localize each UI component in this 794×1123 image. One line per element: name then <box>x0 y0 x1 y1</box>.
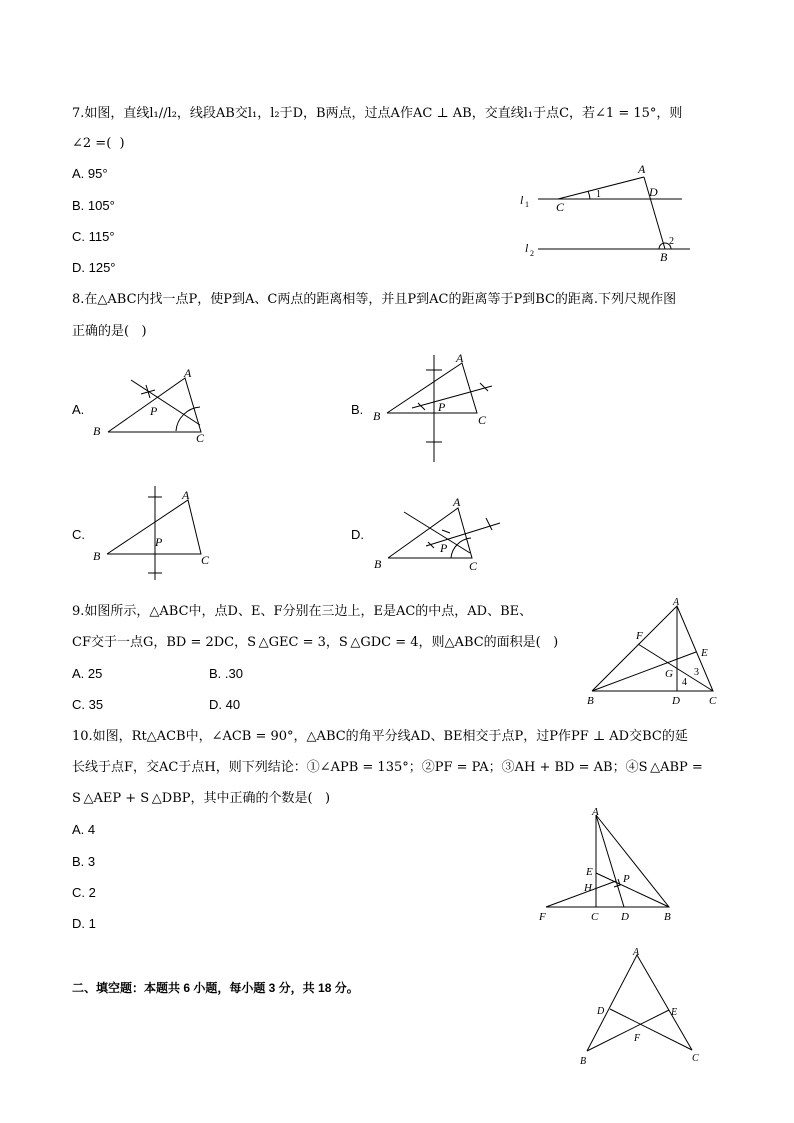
q8b-angle-bisector <box>412 386 492 408</box>
q8d-label-A: A <box>453 495 461 509</box>
q9-stem-line1: 9.如图所示，△ABC中，点D、E、F分别在三边上，E是AC的中点，AD、BE、 <box>72 604 533 619</box>
q8c-label-B: B <box>93 549 101 563</box>
q7-stem-line1: 7.如图，直线l₁//l₂，线段AB交l₁，l₂于D，B两点，过点A作AC ⊥ AB，交直线l₁于点C，若∠1 = 15°，则 <box>72 106 683 121</box>
q9-stem-line2: CF交于一点G，BD = 2DC，S △GEC = 3，S △GDC = 4，则△ABC的面积是( ) <box>72 635 559 650</box>
q11-label-B: B <box>580 1056 587 1067</box>
q8c-label-P: P <box>155 535 163 549</box>
q10-label-H: H <box>584 882 592 894</box>
q7-label-l2: l <box>525 241 529 255</box>
q8d-mark-1 <box>442 530 450 533</box>
q10-option-a[interactable]: A. 4 <box>72 822 96 837</box>
q8-figure-b[interactable] <box>368 350 498 465</box>
q9-label-D: D <box>672 695 680 707</box>
q8b-label-B: B <box>373 409 381 423</box>
q9-label-C: C <box>709 695 717 707</box>
q10-option-d[interactable]: D. 1 <box>72 916 96 931</box>
q8a-label-P: P <box>150 404 158 418</box>
q8d-arc <box>451 538 471 558</box>
q7-label-1: 1 <box>596 189 601 200</box>
q8b-label-A: A <box>456 351 464 365</box>
q9-option-a[interactable]: A. 25 <box>72 666 103 681</box>
q7-label-A: A <box>638 162 646 176</box>
q8-figure-a[interactable] <box>88 365 218 445</box>
q7-angle-1-arc <box>588 191 590 199</box>
q7-label-B: B <box>660 250 668 264</box>
q8a-label-C: C <box>196 431 205 445</box>
q9-label-4: 4 <box>682 677 687 688</box>
section-2-heading: 二、填空题：本题共 6 小题，每小题 3 分，共 18 分。 <box>72 981 359 995</box>
q9-label-A: A <box>673 597 680 608</box>
q7-option-d[interactable]: D. 125° <box>72 260 116 275</box>
q9-label-G: G <box>665 668 673 680</box>
q7-label-D: D <box>649 185 658 199</box>
q7-segment-ac <box>558 177 644 199</box>
q10-stem-line3: S △AEP + S △DBP，其中正确的个数是( ) <box>72 791 331 806</box>
q8d-label-P: P <box>440 541 448 555</box>
q8a-label-A: A <box>184 366 192 380</box>
q8d-mark-3 <box>486 518 492 530</box>
q11-label-C: C <box>692 1053 699 1064</box>
q9-option-d[interactable]: D. 40 <box>209 697 241 712</box>
q9-segment-be <box>592 652 696 691</box>
q9-option-b[interactable]: B. .30 <box>209 666 243 681</box>
q8c-triangle <box>107 500 201 554</box>
q11-label-A: A <box>633 947 640 958</box>
q8c-label-A: A <box>182 488 190 502</box>
q10-label-B: B <box>664 911 671 923</box>
q7-label-l1-sub: 1 <box>525 200 529 209</box>
q8a-label-B: B <box>93 424 101 438</box>
q10-segment-pf <box>546 881 616 907</box>
q8-option-c[interactable]: C. <box>72 527 85 542</box>
q9-label-F: F <box>636 630 643 642</box>
q7-label-l1: l <box>520 193 524 207</box>
q10-stem-line1: 10.如图，Rt△ACB中，∠ACB = 90°，△ABC的角平分线AD、BE相交于点P，过P作PF ⊥ AD交BC的延 <box>72 729 688 744</box>
q11-figure <box>572 942 712 1070</box>
q7-figure <box>510 160 700 268</box>
q11-label-E: E <box>671 1007 678 1018</box>
q8-figure-d[interactable] <box>368 490 503 575</box>
q10-option-b[interactable]: B. 3 <box>72 854 96 869</box>
q8d-label-B: B <box>374 557 382 571</box>
q8-option-a[interactable]: A. <box>72 402 85 417</box>
q9-label-B: B <box>587 695 594 707</box>
q7-option-a[interactable]: A. 95° <box>72 166 108 181</box>
q10-label-F: F <box>539 911 546 923</box>
q9-option-c[interactable]: C. 35 <box>72 697 104 712</box>
q11-label-D: D <box>597 1006 605 1017</box>
q10-option-c[interactable]: C. 2 <box>72 885 96 900</box>
q8-figure-c[interactable] <box>88 480 218 585</box>
q8b-label-C: C <box>478 413 487 427</box>
q8b-label-P: P <box>438 400 446 414</box>
q7-label-C: C <box>556 200 565 214</box>
q7-option-b[interactable]: B. 105° <box>72 198 115 213</box>
q8a-bisector-line <box>131 380 200 425</box>
q9-figure <box>584 594 734 708</box>
q8d-label-C: C <box>469 559 478 573</box>
q10-label-P: P <box>623 873 630 885</box>
q7-label-l2-sub: 2 <box>530 249 534 258</box>
q8-stem-line2: 正确的是( ) <box>72 324 147 339</box>
q8c-label-C: C <box>201 553 210 567</box>
q10-label-D: D <box>621 911 629 923</box>
q10-label-E: E <box>586 866 593 878</box>
q10-stem-line2: 长线于点F，交AC于点H，则下列结论：①∠APB = 135°；②PF = PA；③AH + BD = AB；④S △ABP = <box>72 760 703 775</box>
q7-stem-line2: ∠2 =( ) <box>72 136 125 151</box>
q10-segment-ad <box>596 815 624 907</box>
q10-triangle <box>596 815 669 907</box>
q8-stem-line1: 8.在△ABC内找一点P，使P到A、C两点的距离相等，并且P到AC的距离等于P到BC的距离.下列尺规作图 <box>72 292 677 307</box>
q8d-triangle <box>388 508 472 558</box>
q8-option-d[interactable]: D. <box>351 527 364 542</box>
q7-label-2: 2 <box>669 236 674 247</box>
q7-option-c[interactable]: C. 115° <box>72 229 115 244</box>
q9-triangle <box>592 606 713 691</box>
q10-label-C: C <box>591 911 599 923</box>
q10-segment-be <box>596 873 669 907</box>
q8d-bisector-a <box>404 512 470 553</box>
q9-label-3: 3 <box>694 667 699 678</box>
q8a-arc <box>176 407 200 431</box>
q8-option-b[interactable]: B. <box>351 402 364 417</box>
q11-label-F: F <box>634 1033 641 1044</box>
q9-label-E: E <box>701 647 708 659</box>
q10-figure <box>534 803 684 925</box>
q10-label-A: A <box>592 806 599 818</box>
